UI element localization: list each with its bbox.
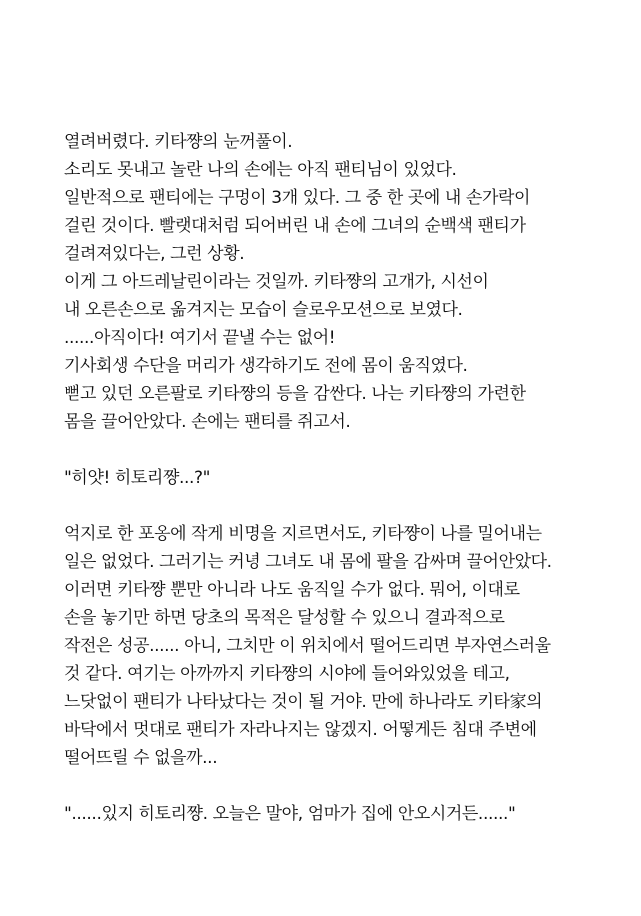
text-line: 뻗고 있던 오른팔로 키타쨩의 등을 감싼다. 나는 키타쨩의 가련한 bbox=[64, 384, 526, 404]
paragraph-spacer bbox=[64, 492, 624, 520]
text-line: 손을 놓기만 하면 당초의 목적은 달성할 수 있으니 결과적으로 bbox=[64, 608, 505, 628]
text-line: 일반적으로 팬티에는 구멍이 3개 있다. 그 중 한 곳에 내 손가락이 bbox=[64, 188, 531, 208]
text-line: 느닷없이 팬티가 나타났다는 것이 될 거야. 만에 하나라도 키타家의 bbox=[64, 692, 543, 712]
text-line: 떨어뜨릴 수 없을까... bbox=[64, 748, 218, 768]
text-line: 몸을 끌어안았다. 손에는 팬티를 쥐고서. bbox=[64, 412, 351, 432]
text-line: 것 같다. 여기는 아까까지 키타쨩의 시야에 들어와있었을 테고, bbox=[64, 664, 510, 684]
text-line: 이게 그 아드레날린이라는 것일까. 키타쨩의 고개가, 시선이 bbox=[64, 272, 489, 292]
text-line: 일은 없었다. 그러기는 커녕 그녀도 내 몸에 팔을 감싸며 끌어안았다. bbox=[64, 552, 552, 572]
paragraph-spacer bbox=[64, 772, 624, 800]
text-line: 억지로 한 포옹에 작게 비명을 지르면서도, 키타쨩이 나를 밀어내는 bbox=[64, 524, 542, 544]
text-line: 작전은 성공...... 아니, 그치만 이 위치에서 떨어드리면 부자연스러울 bbox=[64, 636, 551, 656]
text-line: 걸린 것이다. 빨랫대처럼 되어버린 내 손에 그녀의 순백색 팬티가 bbox=[64, 216, 526, 236]
text-line: 열려버렸다. 키타쨩의 눈꺼풀이. bbox=[64, 132, 293, 152]
paragraph-spacer bbox=[64, 436, 624, 464]
dialogue-line: "......있지 히토리쨩. 오늘은 말야, 엄마가 집에 안오시거든......" bbox=[64, 804, 516, 824]
text-line: 소리도 못내고 놀란 나의 손에는 아직 팬티님이 있었다. bbox=[64, 160, 457, 180]
text-line: 걸려져있다는, 그런 상황. bbox=[64, 244, 245, 264]
text-line: 이러면 키타쨩 뿐만 아니라 나도 움직일 수가 없다. 뭐어, 이대로 bbox=[64, 580, 520, 600]
text-line: 기사회생 수단을 머리가 생각하기도 전에 몸이 움직였다. bbox=[64, 356, 468, 376]
dialogue-line: "히얏! 히토리쨩...?" bbox=[64, 468, 211, 488]
story-text bbox=[64, 128, 624, 828]
text-line: ......아직이다! 여기서 끝낼 수는 없어! bbox=[64, 328, 336, 348]
text-line: 바닥에서 멋대로 팬티가 자라나지는 않겠지. 어떻게든 침대 주변에 bbox=[64, 720, 537, 740]
text-line: 내 오른손으로 옮겨지는 모습이 슬로우모션으로 보였다. bbox=[64, 300, 463, 320]
